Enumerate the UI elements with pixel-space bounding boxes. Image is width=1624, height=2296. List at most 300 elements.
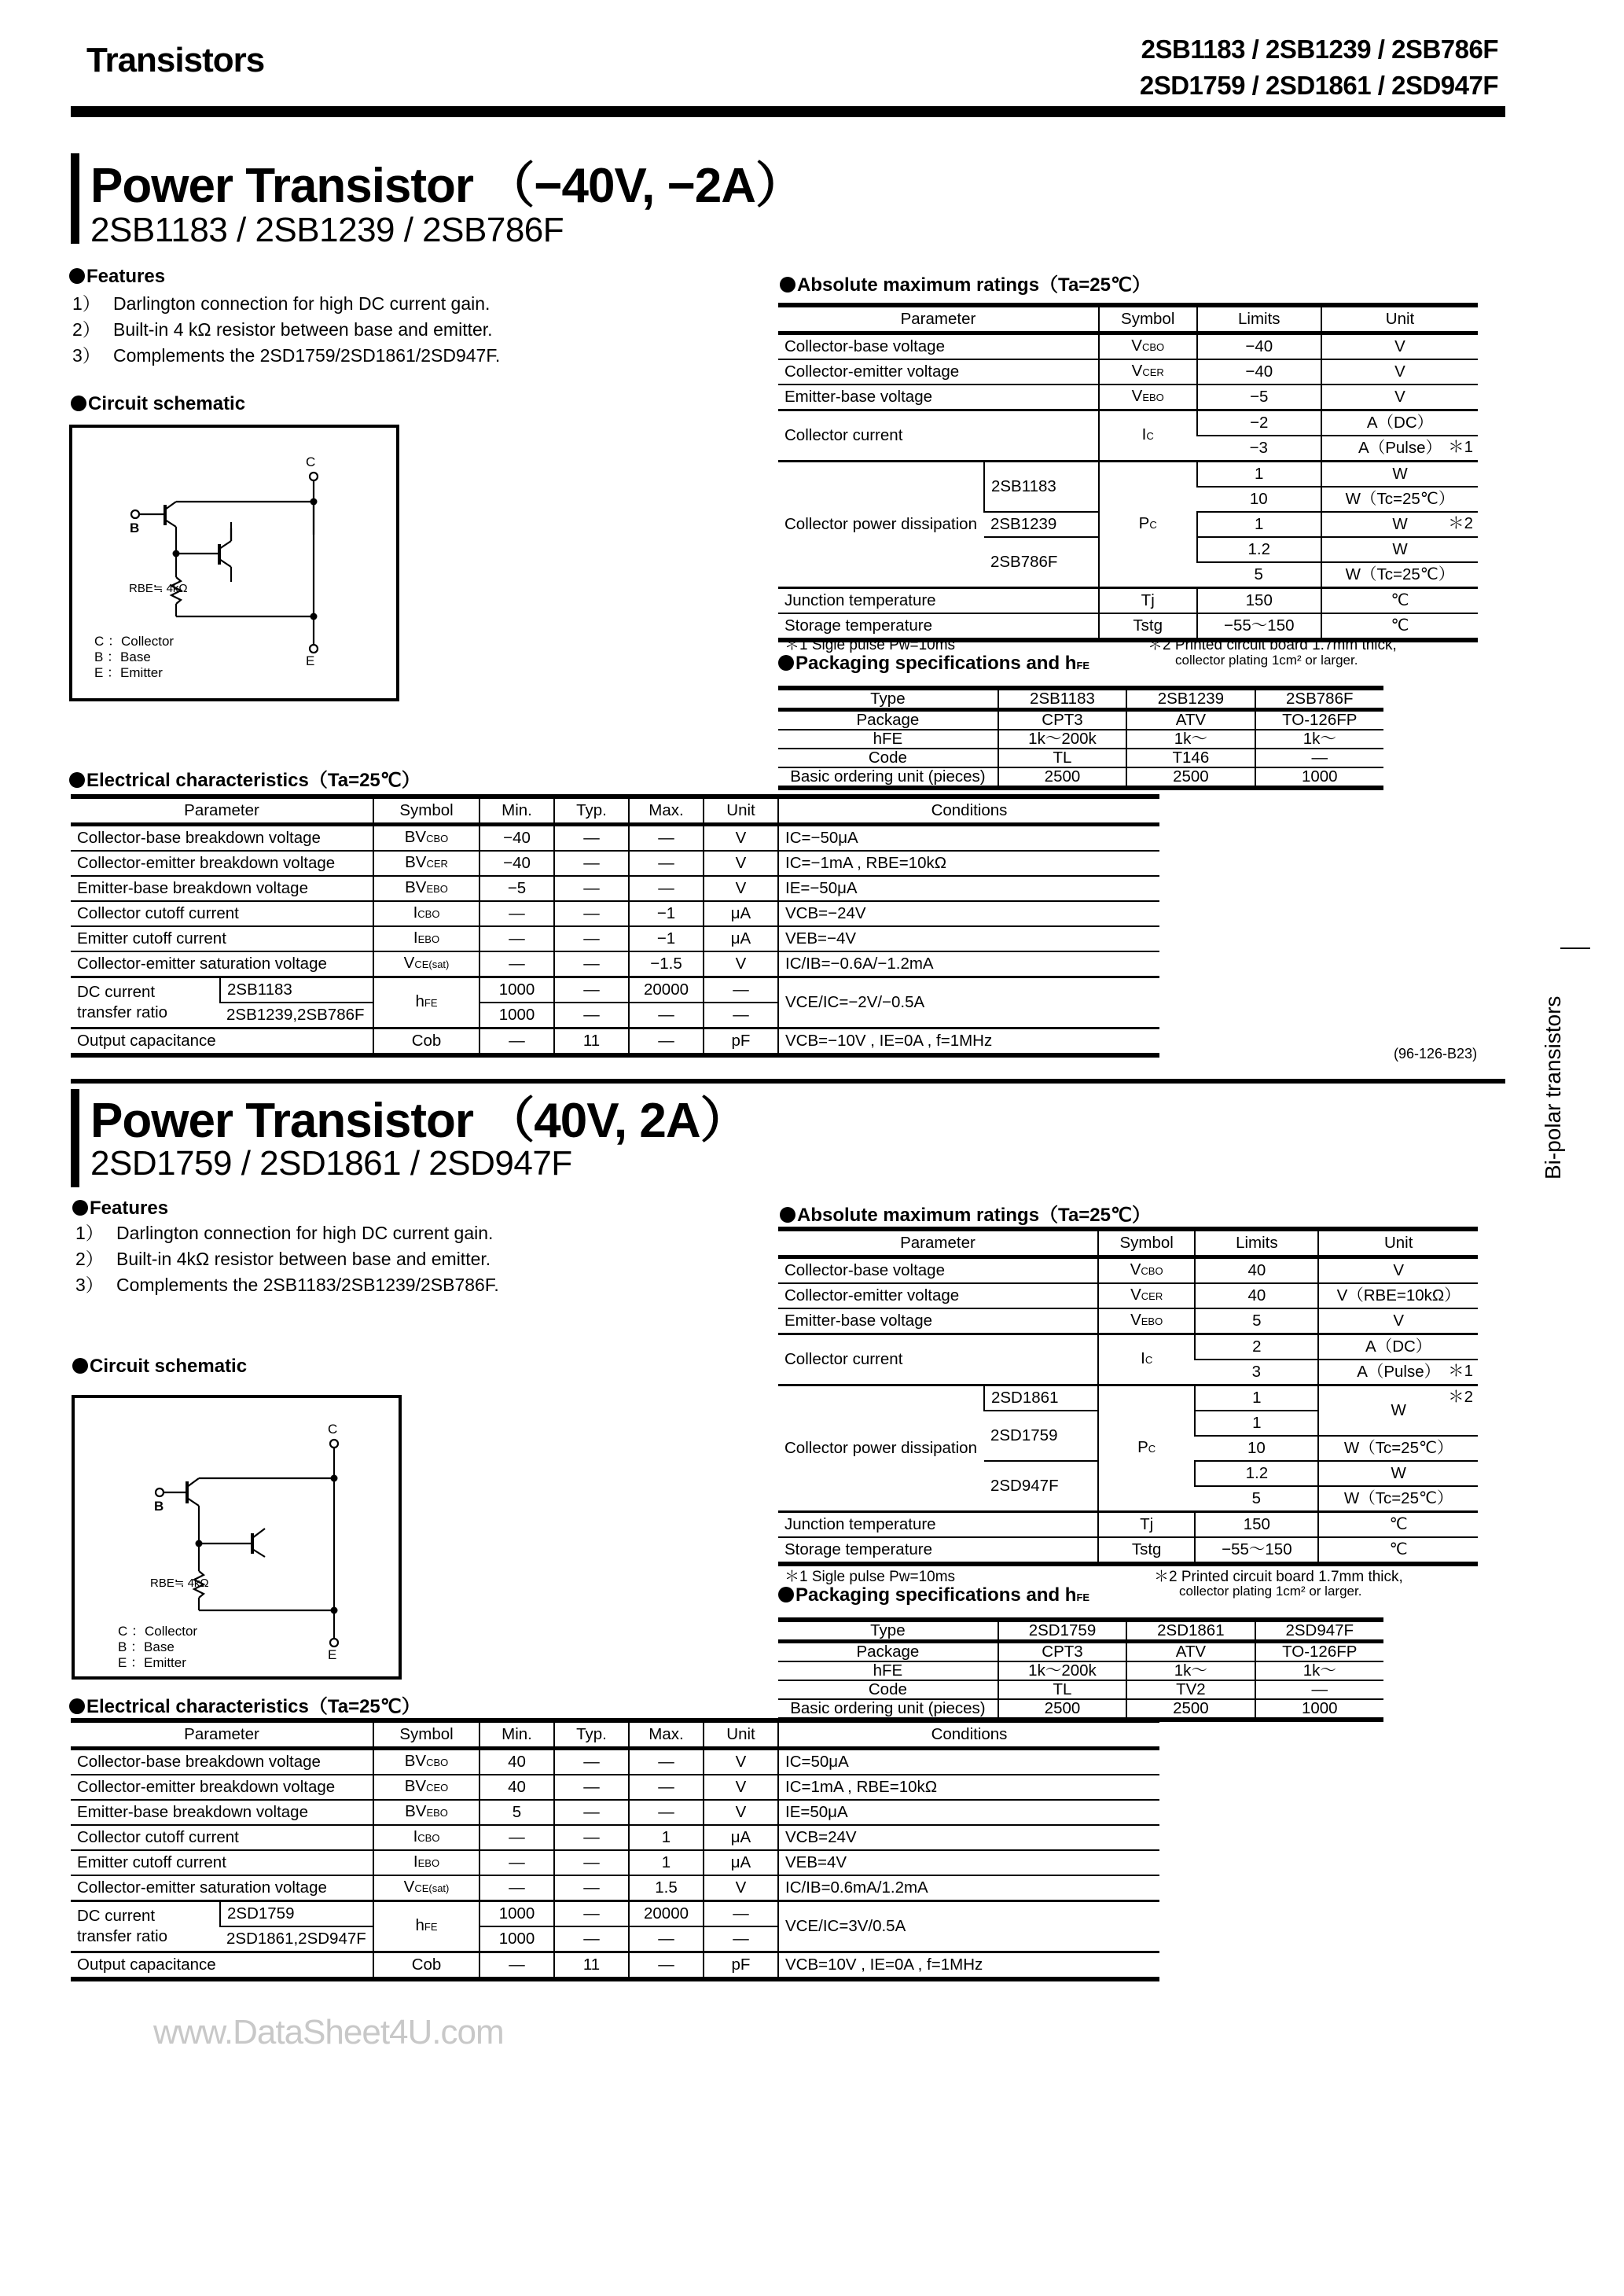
feature-item	[69, 317, 500, 343]
bullet-icon	[72, 1358, 88, 1374]
text-label: Circuit schematic	[90, 1356, 248, 1377]
table-cell: V	[1321, 385, 1478, 410]
table-cell: 2SB786F	[984, 537, 1099, 588]
table-cell: Cob	[373, 1952, 479, 1980]
table-cell: W	[1321, 537, 1478, 562]
table-row	[778, 1385, 1478, 1411]
table-cell: IC	[1099, 410, 1197, 462]
text-label: Features	[86, 266, 166, 287]
table-row	[778, 1257, 1478, 1284]
table-cell: Collector-emitter breakdown voltage	[71, 1775, 373, 1800]
table-cell: ℃	[1318, 1512, 1478, 1538]
table-cell: −40	[479, 851, 554, 876]
text-label: 3）	[75, 1275, 104, 1295]
table-row	[778, 462, 1478, 488]
table-cell: VCB=−10V , IE=0A , f=1MHz	[778, 1028, 1159, 1056]
column-header: Symbol	[1099, 305, 1197, 333]
pin-b-label: B	[130, 521, 140, 535]
table-cell: 1000	[479, 977, 554, 1003]
table-cell: −55～150	[1195, 1537, 1318, 1564]
table-cell: 1000	[1255, 767, 1383, 788]
table-cell: —	[479, 1850, 554, 1875]
column-header: Limits	[1195, 1229, 1318, 1257]
table-cell: —	[629, 1749, 704, 1775]
table-cell: Basic ordering unit (pieces)	[778, 1699, 998, 1720]
feature-item	[72, 1220, 499, 1246]
pin-e-label: E	[328, 1647, 337, 1662]
table-cell: —	[554, 951, 629, 977]
table-row	[778, 333, 1478, 360]
table-cell: Output capacitance	[71, 1028, 373, 1056]
side-tick	[1560, 947, 1590, 949]
abs-max-table-pnp	[778, 303, 1478, 642]
table-cell: W ＊2	[1318, 1385, 1478, 1437]
table-cell: Tj	[1098, 1512, 1195, 1538]
footnote-2-cont: collector plating 1cm² or larger.	[1175, 653, 1358, 668]
table-cell: 10	[1197, 487, 1321, 512]
table-cell: ICBO	[373, 901, 479, 926]
table-cell: Collector power dissipation	[778, 462, 984, 588]
table-row	[778, 1620, 1383, 1642]
text-label: Electrical characteristics（Ta=25℃）	[86, 1696, 421, 1717]
table-cell: Collector power dissipation	[778, 1385, 984, 1512]
bullet-icon	[71, 396, 86, 411]
packaging-heading: Packaging specifications and hFE	[778, 653, 1089, 675]
table-cell: −40	[1197, 333, 1321, 360]
table-cell: 1k～	[1126, 730, 1255, 749]
table-cell: Collector-base breakdown voltage	[71, 1749, 373, 1775]
table-cell: —	[554, 876, 629, 901]
table-row	[71, 977, 1159, 1003]
table-cell: μA	[704, 1850, 778, 1875]
column-header: Typ.	[554, 797, 629, 825]
table-cell: —	[704, 1901, 778, 1927]
table-cell: —	[479, 1825, 554, 1850]
text-label: E ：Emitter	[118, 1655, 186, 1670]
table-cell: −40	[1197, 359, 1321, 385]
column-header: 2SD1861	[1126, 1620, 1255, 1642]
table-cell: VCB=24V	[778, 1825, 1159, 1850]
table-cell: Tstg	[1099, 613, 1197, 640]
table-cell: −3	[1197, 436, 1321, 462]
text-label: 2）	[75, 1249, 104, 1269]
table-cell: 20000	[629, 977, 704, 1003]
table-cell: IC=1mA , RBE=10kΩ	[778, 1775, 1159, 1800]
table-cell: V	[704, 951, 778, 977]
table-cell: Collector-emitter saturation voltage	[71, 951, 373, 977]
electrical-heading	[69, 1691, 421, 1718]
table-row	[71, 1952, 1159, 1980]
table-cell: Emitter cutoff current	[71, 926, 373, 951]
table-cell: −1	[629, 926, 704, 951]
features-heading	[69, 266, 165, 288]
table-cell: Emitter-base voltage	[778, 1308, 1098, 1334]
table-cell: 40	[1195, 1257, 1318, 1284]
table-cell: 5	[479, 1800, 554, 1825]
table-cell: Output capacitance	[71, 1952, 373, 1980]
table-cell: 150	[1195, 1512, 1318, 1538]
table-cell: VCE/IC=−2V/−0.5A	[778, 977, 1159, 1028]
table-cell: —	[554, 1003, 629, 1028]
column-header: Limits	[1197, 305, 1321, 333]
abs-max-heading	[780, 1199, 1151, 1227]
table-cell: 2500	[1126, 767, 1255, 788]
table-cell: hFE	[778, 730, 998, 749]
table-cell: —	[629, 1800, 704, 1825]
table-cell: 2SB1239,2SB786F	[220, 1003, 373, 1028]
text-label: Darlington connection for high DC current gain.	[113, 293, 491, 314]
column-header: Parameter	[184, 1725, 259, 1743]
table-cell: A（Pulse） ＊1	[1318, 1360, 1478, 1385]
table-cell: W	[1318, 1461, 1478, 1486]
table-cell: —	[554, 1749, 629, 1775]
table-cell: Collector-base voltage	[778, 1257, 1098, 1284]
table-cell: 1k～200k	[998, 1661, 1126, 1680]
table-cell: IEBO	[373, 926, 479, 951]
pin-b-label: B	[154, 1499, 164, 1514]
table-cell: 1	[629, 1825, 704, 1850]
table-cell: A（Pulse） ＊1	[1321, 436, 1478, 462]
table-cell: —	[554, 926, 629, 951]
features-list	[72, 1220, 499, 1298]
table-cell: —	[554, 1875, 629, 1901]
table-cell: VCER	[1099, 359, 1197, 385]
bullet-icon	[780, 277, 795, 293]
table-cell: 2SD1759	[220, 1901, 373, 1927]
table-cell: VCBO	[1099, 333, 1197, 360]
table-cell: Code	[778, 749, 998, 767]
table-cell: 2SB1183	[220, 977, 373, 1003]
table-cell: —	[629, 1003, 704, 1028]
text-label: Packaging specifications and h	[795, 653, 1077, 674]
table-row	[71, 1825, 1159, 1850]
text-label: Circuit schematic	[88, 393, 246, 414]
bullet-icon	[778, 655, 794, 671]
table-cell: —	[629, 851, 704, 876]
table-cell: 2SB1239	[984, 512, 1099, 537]
table-row	[71, 825, 1159, 852]
column-header: Parameter	[900, 1234, 976, 1252]
table-cell: V	[704, 1800, 778, 1825]
text-label: C ：Collector	[94, 634, 175, 649]
table-cell: —	[479, 901, 554, 926]
text-label: 1）	[72, 293, 101, 314]
table-cell: 1.2	[1195, 1461, 1318, 1486]
table-row	[778, 688, 1383, 710]
table-cell: −1.5	[629, 951, 704, 977]
table-cell: 1	[1197, 462, 1321, 488]
table-cell: —	[629, 1028, 704, 1056]
table-cell: 2500	[998, 1699, 1126, 1720]
table-cell: 2SB1183	[984, 462, 1099, 513]
table-cell: A（DC）	[1318, 1334, 1478, 1360]
table-cell: Collector-emitter voltage	[778, 359, 1099, 385]
table-cell: DC current transfer ratio	[71, 1901, 220, 1952]
table-cell: IC	[1098, 1334, 1195, 1385]
table-cell: 2500	[998, 767, 1126, 788]
table-cell: Emitter-base breakdown voltage	[71, 1800, 373, 1825]
watermark-link[interactable]: www.DataSheet4U.com	[153, 2013, 504, 2051]
table-cell: VEBO	[1099, 385, 1197, 410]
text-label: C ：Collector	[118, 1624, 198, 1639]
table-cell: V	[704, 851, 778, 876]
table-row	[778, 730, 1383, 749]
table-row	[778, 410, 1478, 436]
table-cell: 2SD1759	[984, 1411, 1098, 1461]
table-cell: VEB=−4V	[778, 926, 1159, 951]
table-cell: —	[554, 1825, 629, 1850]
text-label: Darlington connection for high DC current gain.	[116, 1223, 494, 1243]
circuit-heading	[72, 1356, 247, 1378]
table-cell: —	[479, 1952, 554, 1980]
column-header: Parameter	[184, 801, 259, 819]
table-cell: Collector cutoff current	[71, 901, 373, 926]
table-cell: —	[554, 1926, 629, 1952]
table-cell: Package	[778, 1642, 998, 1662]
footnote-2: ＊2 Printed circuit board 1.7mm thick,	[1148, 637, 1397, 653]
table-cell: VCE/IC=3V/0.5A	[778, 1901, 1159, 1952]
table-cell: Collector-emitter saturation voltage	[71, 1875, 373, 1901]
table-cell: Basic ordering unit (pieces)	[778, 767, 998, 788]
table-cell: 5	[1195, 1486, 1318, 1512]
table-cell: CPT3	[998, 1642, 1126, 1662]
packaging-table-npn	[778, 1617, 1383, 1722]
table-cell: ATV	[1126, 1642, 1255, 1662]
text-label: Electrical characteristics（Ta=25℃）	[86, 770, 421, 791]
table-cell: 1k～	[1255, 1661, 1383, 1680]
feature-item	[72, 1246, 499, 1272]
table-cell: 1.5	[629, 1875, 704, 1901]
text-label: Packaging specifications and h	[795, 1584, 1077, 1606]
table-cell: Collector-emitter voltage	[778, 1283, 1098, 1308]
table-cell: —	[704, 1926, 778, 1952]
table-cell: V	[704, 1875, 778, 1901]
text-label: B ：Base	[118, 1639, 175, 1654]
bullet-icon	[72, 1200, 88, 1216]
table-cell: 5	[1195, 1308, 1318, 1334]
table-row	[778, 1537, 1478, 1564]
table-row	[778, 1661, 1383, 1680]
column-header: Symbol	[373, 797, 479, 825]
table-cell: IEBO	[373, 1850, 479, 1875]
table-cell: 40	[1195, 1283, 1318, 1308]
section-marker-bar	[71, 153, 79, 244]
column-header: 2SB1183	[998, 688, 1126, 710]
table-cell: μA	[704, 926, 778, 951]
table-cell: Storage temperature	[778, 613, 1099, 640]
table-cell: —	[554, 825, 629, 852]
table-cell: W（Tc=25℃）	[1318, 1436, 1478, 1461]
section-subtitle-pnp: 2SB1183 / 2SB1239 / 2SB786F	[90, 211, 564, 249]
pin-c-label: C	[328, 1422, 338, 1437]
table-cell: hFE	[778, 1661, 998, 1680]
column-header: Conditions	[778, 1720, 1159, 1749]
table-row	[71, 797, 1159, 825]
column-header: Type	[870, 1621, 906, 1639]
table-cell: —	[554, 1901, 629, 1927]
table-cell: Cob	[373, 1028, 479, 1056]
packaging-heading: Packaging specifications and hFE	[778, 1584, 1089, 1606]
text-label: 1）	[75, 1223, 104, 1243]
table-cell: 2SD947F	[984, 1461, 1098, 1512]
table-cell: —	[1255, 1680, 1383, 1699]
table-cell: V	[1321, 359, 1478, 385]
section-title-pnp: Power Transistor （−40V, −2A）	[90, 159, 804, 213]
header-divider	[71, 106, 1505, 117]
text-label: E ：Emitter	[94, 665, 163, 680]
table-cell: 5	[1197, 562, 1321, 588]
table-cell: 2	[1195, 1334, 1318, 1360]
table-cell: BVCBO	[373, 1749, 479, 1775]
table-cell: Emitter-base voltage	[778, 385, 1099, 410]
header-part-numbers	[1140, 31, 1498, 104]
column-header: Min.	[479, 797, 554, 825]
text-label: Built-in 4kΩ resistor between base and emitter.	[116, 1249, 491, 1269]
table-cell: —	[629, 1952, 704, 1980]
table-cell: VCBO	[1098, 1257, 1195, 1284]
text-label: B ：Base	[94, 649, 151, 664]
table-cell: IC=−50μA	[778, 825, 1159, 852]
table-cell: 1k～200k	[998, 730, 1126, 749]
bullet-icon	[69, 1698, 85, 1714]
table-cell: VEBO	[1098, 1308, 1195, 1334]
column-header: 2SB1239	[1126, 688, 1255, 710]
pin-c-label: C	[306, 454, 316, 469]
table-cell: —	[554, 977, 629, 1003]
table-cell: W	[1321, 462, 1478, 488]
table-cell: 150	[1197, 588, 1321, 614]
document-reference: (96-126-B23)	[1394, 1046, 1478, 1062]
table-cell: 11	[554, 1952, 629, 1980]
circuit-schematic	[72, 1395, 402, 1680]
table-cell: Emitter-base breakdown voltage	[71, 876, 373, 901]
abs-max-table-npn	[778, 1227, 1478, 1566]
table-cell: 1	[629, 1850, 704, 1875]
column-header: 2SD1759	[998, 1620, 1126, 1642]
text-label: 2）	[72, 319, 101, 340]
table-cell: 20000	[629, 1901, 704, 1927]
column-header: Type	[870, 690, 906, 708]
table-cell: Junction temperature	[778, 1512, 1098, 1538]
table-cell: −40	[479, 825, 554, 852]
table-cell: ATV	[1126, 710, 1255, 730]
table-cell: T146	[1126, 749, 1255, 767]
table-row	[778, 1283, 1478, 1308]
table-row	[778, 1680, 1383, 1699]
features-heading	[72, 1198, 168, 1220]
table-cell: —	[704, 977, 778, 1003]
table-cell: —	[479, 926, 554, 951]
bullet-icon	[778, 1587, 794, 1602]
table-row	[778, 1699, 1383, 1720]
side-category-label: Bi-polar transistors	[1541, 995, 1565, 1179]
table-cell: μA	[704, 901, 778, 926]
table-row	[71, 926, 1159, 951]
table-row	[778, 385, 1478, 410]
table-row	[71, 1028, 1159, 1056]
table-cell: 2SD1861,2SD947F	[220, 1926, 373, 1952]
table-cell: pF	[704, 1028, 778, 1056]
table-cell: Tstg	[1098, 1537, 1195, 1564]
table-cell: 1k～	[1255, 730, 1383, 749]
text-label: Absolute maximum ratings（Ta=25℃）	[797, 1205, 1151, 1226]
text-label: 3）	[72, 345, 101, 366]
table-cell: PC	[1098, 1385, 1195, 1512]
table-cell: BVCER	[373, 851, 479, 876]
table-row	[778, 710, 1383, 730]
table-row	[71, 1850, 1159, 1875]
table-cell: VEB=4V	[778, 1850, 1159, 1875]
table-cell: 1000	[1255, 1699, 1383, 1720]
table-cell: —	[1255, 749, 1383, 767]
table-cell: 1	[1195, 1411, 1318, 1436]
table-cell: W ＊2	[1321, 512, 1478, 537]
table-cell: VCE(sat)	[373, 1875, 479, 1901]
table-cell: V	[1321, 333, 1478, 360]
resistor-label: RBE≒ 4kΩ	[129, 582, 188, 595]
section-marker-bar	[71, 1089, 79, 1187]
table-cell: TO-126FP	[1255, 1642, 1383, 1662]
column-header: Conditions	[778, 797, 1159, 825]
header-part-line-npn: 2SD1759 / 2SD1861 / 2SD947F	[1139, 71, 1498, 100]
table-cell: Collector current	[778, 1334, 1098, 1385]
table-cell: ℃	[1318, 1537, 1478, 1564]
page-category-title: Transistors	[86, 41, 265, 79]
table-cell: —	[479, 1028, 554, 1056]
table-cell: Package	[778, 710, 998, 730]
table-cell: TL	[998, 1680, 1126, 1699]
bullet-icon	[69, 268, 85, 284]
table-cell: —	[554, 851, 629, 876]
table-cell: 11	[554, 1028, 629, 1056]
table-cell: —	[479, 1875, 554, 1901]
table-cell: V	[704, 825, 778, 852]
table-cell: 40	[479, 1775, 554, 1800]
table-cell: Storage temperature	[778, 1537, 1098, 1564]
table-cell: IC=50μA	[778, 1749, 1159, 1775]
table-row	[71, 876, 1159, 901]
table-cell: Tj	[1099, 588, 1197, 614]
column-header: Symbol	[373, 1720, 479, 1749]
table-cell: Collector current	[778, 410, 1099, 462]
column-header: Unit	[704, 1720, 778, 1749]
text-label: Complements the 2SB1183/2SB1239/2SB786F.	[116, 1275, 499, 1295]
table-cell: 10	[1195, 1436, 1318, 1461]
table-cell: 1	[1197, 512, 1321, 537]
table-cell: V	[1318, 1257, 1478, 1284]
table-cell: Collector-base breakdown voltage	[71, 825, 373, 852]
table-cell: W（Tc=25℃）	[1321, 562, 1478, 588]
section-title-npn: Power Transistor （40V, 2A）	[90, 1094, 748, 1148]
footnote-2: ＊2 Printed circuit board 1.7mm thick,	[1154, 1569, 1403, 1585]
table-cell: Collector cutoff current	[71, 1825, 373, 1850]
electrical-table-npn	[71, 1718, 1159, 1981]
text-label: Features	[90, 1198, 169, 1219]
table-cell: Collector-base voltage	[778, 333, 1099, 360]
table-row	[778, 1308, 1478, 1334]
table-row	[71, 1875, 1159, 1901]
electrical-heading	[69, 764, 421, 792]
feature-item	[72, 1272, 499, 1298]
table-cell: V（RBE=10kΩ）	[1318, 1283, 1478, 1308]
table-row	[71, 1720, 1159, 1749]
table-cell: 2SD1861	[984, 1385, 1098, 1411]
abs-max-heading	[780, 269, 1151, 296]
table-cell: 1000	[479, 1926, 554, 1952]
table-cell: PC	[1099, 462, 1197, 588]
table-cell: ICBO	[373, 1825, 479, 1850]
text-label: Complements the 2SD1759/2SD1861/2SD947F.	[113, 345, 501, 366]
